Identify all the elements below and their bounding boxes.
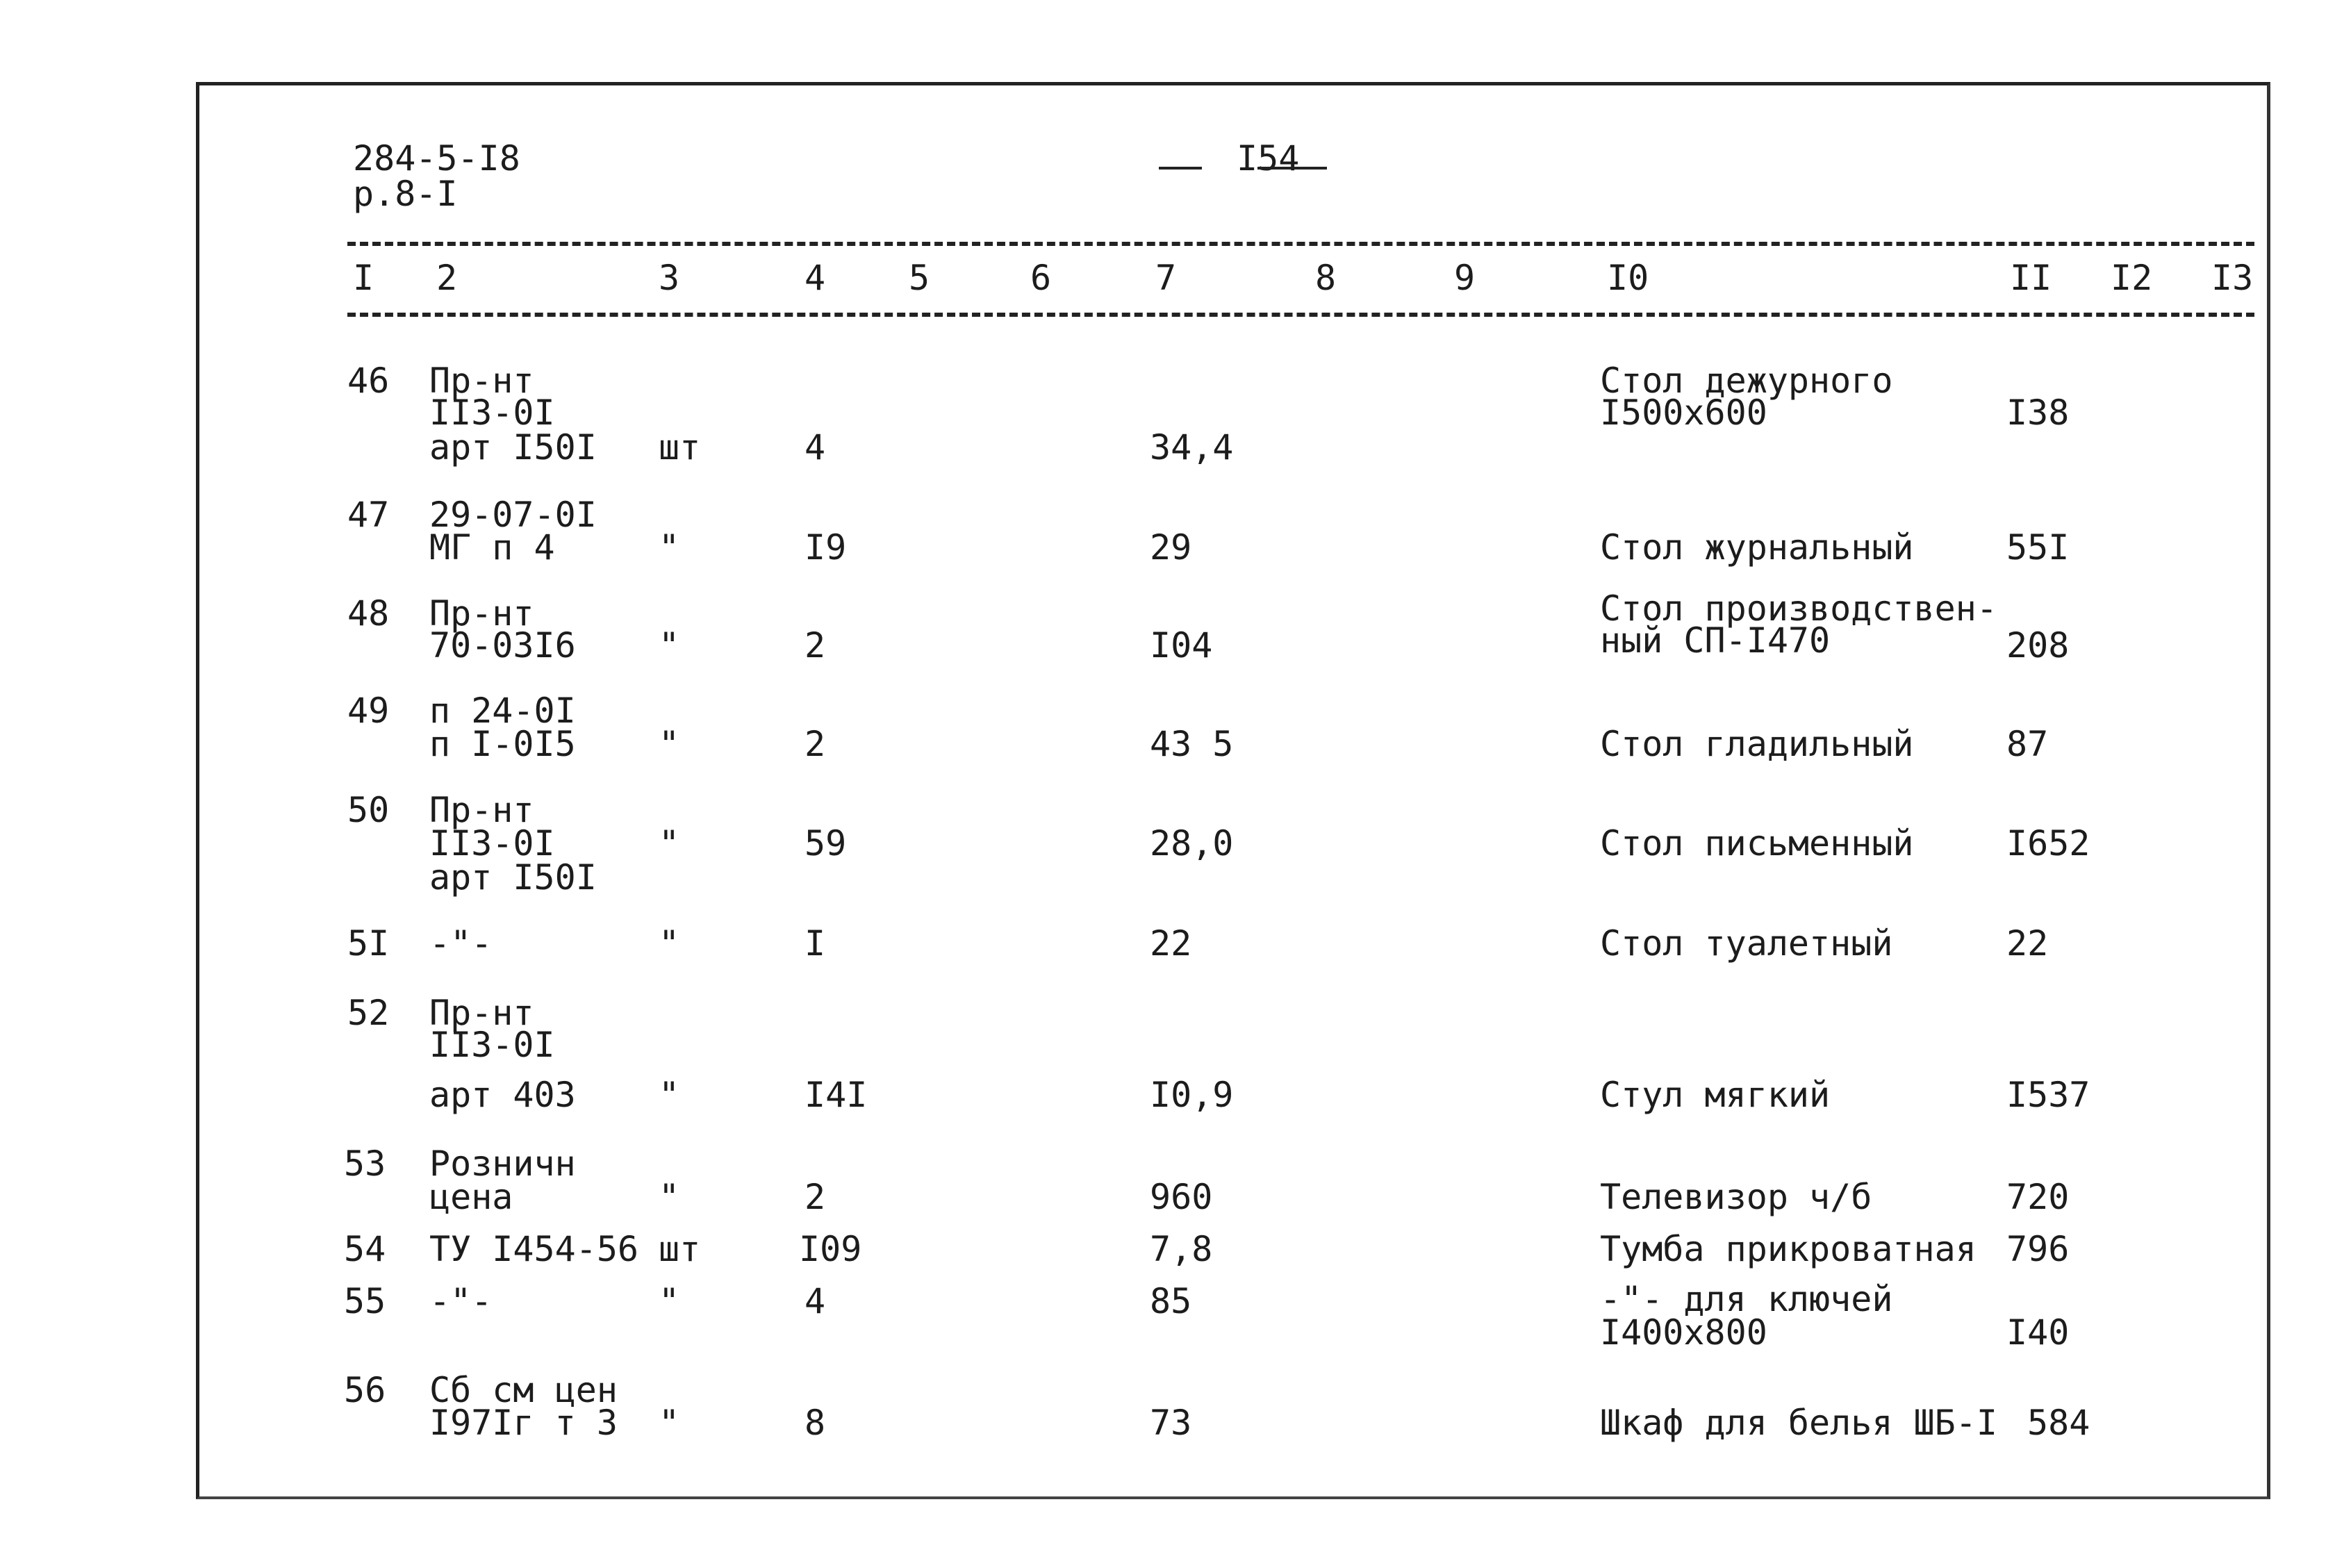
row-price: 7,8 xyxy=(1150,1229,1213,1269)
row-quantity: 2 xyxy=(805,625,826,666)
column-number: 3 xyxy=(659,258,680,298)
column-number: 9 xyxy=(1454,258,1476,298)
column-number: I0 xyxy=(1607,258,1649,298)
row-total: I40 xyxy=(2006,1312,2070,1353)
row-source: п I-0I5 xyxy=(429,724,576,764)
document-code: 284-5-I8 xyxy=(353,138,520,179)
row-unit: " xyxy=(659,1177,680,1217)
row-total: 87 xyxy=(2006,724,2049,764)
row-item-name: Шкаф для белья ШБ-I xyxy=(1600,1403,1997,1443)
row-item-name: Стол гладильный xyxy=(1600,724,1914,764)
row-quantity: 2 xyxy=(805,724,826,764)
row-number: 5I xyxy=(347,923,390,964)
header-rule-top xyxy=(347,242,2254,246)
column-number: 2 xyxy=(436,258,458,298)
row-price: I04 xyxy=(1150,625,1213,666)
row-quantity: 8 xyxy=(805,1403,826,1443)
column-number: I xyxy=(353,258,374,298)
row-item-name: Телевизор ч/б xyxy=(1600,1177,1872,1217)
row-number: 50 xyxy=(347,790,390,830)
row-quantity: 4 xyxy=(805,1281,826,1321)
row-price: 34,4 xyxy=(1150,427,1234,468)
row-source: Розничн xyxy=(429,1144,576,1184)
row-total: I652 xyxy=(2006,823,2090,864)
section-code: р.8-I xyxy=(353,174,458,214)
row-source: МГ п 4 xyxy=(429,527,555,568)
row-source: -"- xyxy=(429,923,493,964)
row-quantity: 4 xyxy=(805,427,826,468)
row-total: 796 xyxy=(2006,1229,2070,1269)
row-source: Пр-нт xyxy=(429,361,534,401)
row-source: 29-07-0I xyxy=(429,495,597,535)
row-price: 73 xyxy=(1150,1403,1192,1443)
column-number: 4 xyxy=(805,258,826,298)
column-number: 5 xyxy=(909,258,930,298)
row-source: арт I50I xyxy=(429,427,597,468)
row-unit: " xyxy=(659,1281,680,1321)
row-item-name: Стол письменный xyxy=(1600,823,1914,864)
row-item-name: I400x800 xyxy=(1600,1312,1767,1353)
row-total: 720 xyxy=(2006,1177,2070,1217)
row-quantity: I09 xyxy=(799,1229,862,1269)
row-unit: " xyxy=(659,923,680,964)
page-number-rule-left xyxy=(1159,167,1202,170)
row-unit: шт xyxy=(659,427,701,468)
header-rule-bottom xyxy=(347,313,2254,317)
row-price: 85 xyxy=(1150,1281,1192,1321)
row-total: 22 xyxy=(2006,923,2049,964)
row-number: 54 xyxy=(344,1229,386,1269)
row-number: 52 xyxy=(347,993,390,1033)
row-quantity: I9 xyxy=(805,527,847,568)
row-item-name: Стол производствен- xyxy=(1600,588,1997,629)
row-price: 960 xyxy=(1150,1177,1213,1217)
row-item-name: -"- для ключей xyxy=(1600,1279,1893,1319)
row-source: арт 403 xyxy=(429,1075,576,1115)
row-quantity: 2 xyxy=(805,1177,826,1217)
row-total: 584 xyxy=(2027,1403,2090,1443)
row-item-name: Стул мягкий xyxy=(1600,1075,1831,1115)
row-source: I97Iг т 3 xyxy=(429,1403,618,1443)
row-source: II3-0I xyxy=(429,393,555,433)
row-total: 55I xyxy=(2006,527,2070,568)
row-total: I38 xyxy=(2006,393,2070,433)
row-item-name: Стол дежурного xyxy=(1600,361,1893,401)
page-number-rule-right xyxy=(1257,167,1327,170)
row-unit: " xyxy=(659,724,680,764)
row-unit: " xyxy=(659,1075,680,1115)
row-source: II3-0I xyxy=(429,1025,555,1065)
row-unit: " xyxy=(659,823,680,864)
row-unit: " xyxy=(659,625,680,666)
row-total: 208 xyxy=(2006,625,2070,666)
row-source: Сб см цен xyxy=(429,1370,618,1410)
row-source: Пр-нт xyxy=(429,993,534,1033)
row-item-name: Тумба прикроватная xyxy=(1600,1229,1977,1269)
row-source: -"- xyxy=(429,1281,493,1321)
row-number: 55 xyxy=(344,1281,386,1321)
row-item-name: I500x600 xyxy=(1600,393,1767,433)
row-unit: шт xyxy=(659,1229,701,1269)
row-source: арт I50I xyxy=(429,857,597,898)
row-source: цена xyxy=(429,1177,513,1217)
row-source: Пр-нт xyxy=(429,593,534,634)
row-price: 28,0 xyxy=(1150,823,1234,864)
row-number: 53 xyxy=(344,1144,386,1184)
row-price: 22 xyxy=(1150,923,1192,964)
row-price: 29 xyxy=(1150,527,1192,568)
row-number: 49 xyxy=(347,691,390,731)
row-quantity: 59 xyxy=(805,823,847,864)
row-unit: " xyxy=(659,1403,680,1443)
row-number: 56 xyxy=(344,1370,386,1410)
row-source: ТУ I454-56 xyxy=(429,1229,639,1269)
row-price: 43 5 xyxy=(1150,724,1234,764)
row-quantity: I4I xyxy=(805,1075,868,1115)
column-number: I2 xyxy=(2111,258,2153,298)
column-number: 6 xyxy=(1030,258,1052,298)
row-number: 48 xyxy=(347,593,390,634)
row-item-name: ный СП-I470 xyxy=(1600,620,1831,661)
row-total: I537 xyxy=(2006,1075,2090,1115)
row-source: Пр-нт xyxy=(429,790,534,830)
row-unit: " xyxy=(659,527,680,568)
column-number: 7 xyxy=(1155,258,1177,298)
row-item-name: Стол туалетный xyxy=(1600,923,1893,964)
row-price: I0,9 xyxy=(1150,1075,1234,1115)
row-quantity: I xyxy=(805,923,826,964)
row-item-name: Стол журнальный xyxy=(1600,527,1914,568)
column-number: 8 xyxy=(1315,258,1337,298)
page-number: I54 xyxy=(1237,138,1300,179)
row-source: 70-03I6 xyxy=(429,625,576,666)
row-number: 47 xyxy=(347,495,390,535)
row-source: II3-0I xyxy=(429,823,555,864)
column-number: I3 xyxy=(2211,258,2254,298)
row-source: п 24-0I xyxy=(429,691,576,731)
row-number: 46 xyxy=(347,361,390,401)
column-number: II xyxy=(2010,258,2052,298)
